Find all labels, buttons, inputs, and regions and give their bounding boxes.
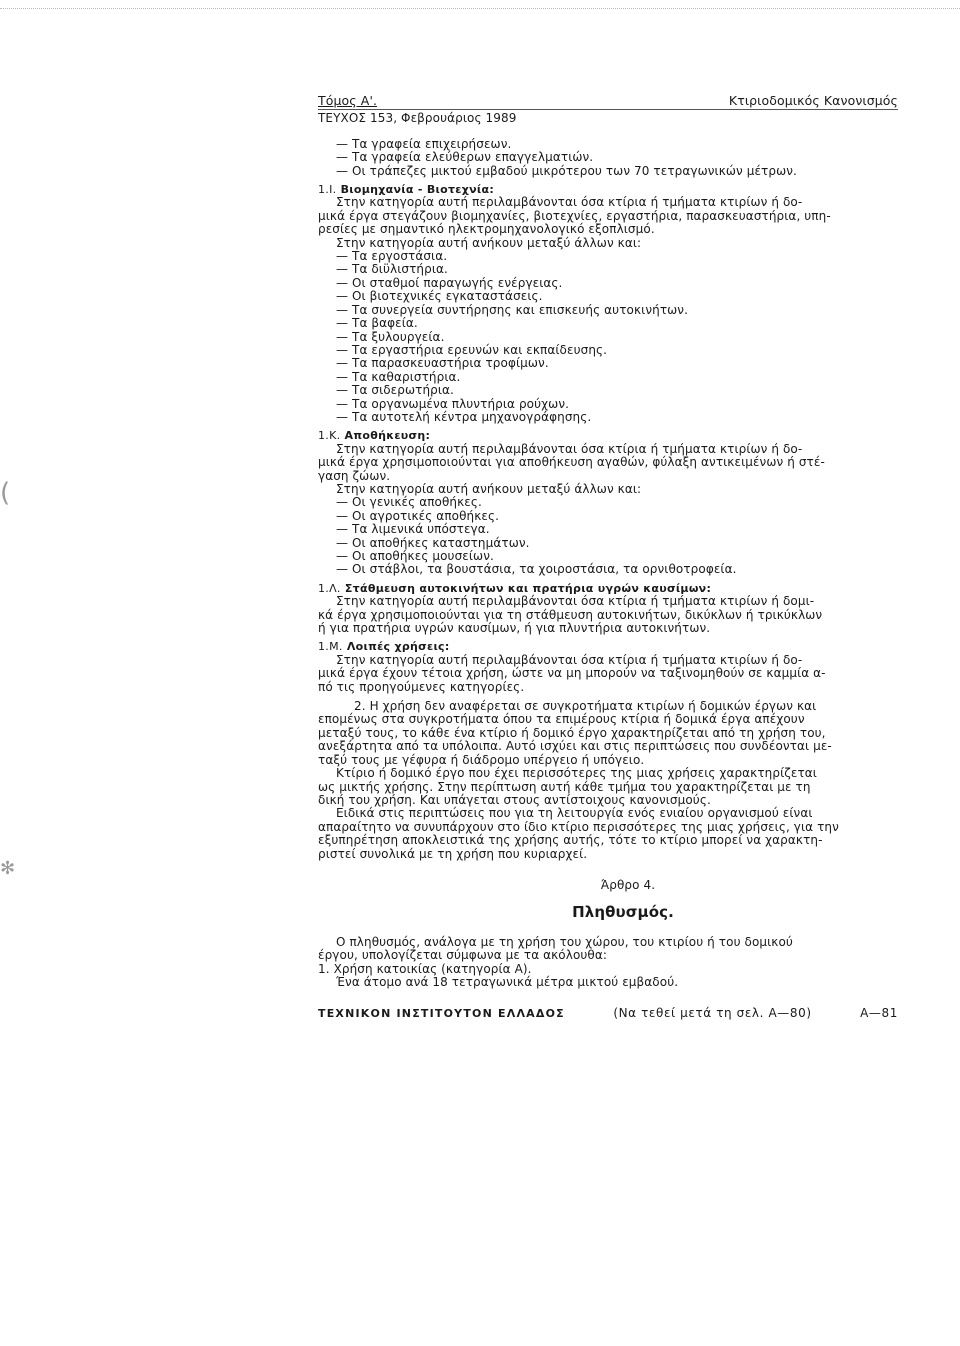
article-title: Πληθυσμός. — [572, 903, 674, 922]
footer-note: (Να τεθεί μετά τη σελ. Α—80) — [613, 1006, 812, 1021]
list-item: — Οι βιοτεχνικές εγκαταστάσεις. — [336, 289, 543, 304]
section-text: Στην κατηγορία αυτή περιλαμβάνονται όσα κτίρια ή τμήματα κτιρίων ή δο- μικά έργα χρησιμοποιούνται για αποθήκευση αγαθών, φύλαξη αντικειμένων ή στέ- γαση ζώων. Στην κατηγορία αυτή ανήκουν μεταξύ άλλων και: — [318, 441, 825, 496]
document-title: Κτιριοδομικός Κανονισμός — [728, 93, 898, 108]
paragraph-2: 2. Η χρήση δεν αναφέρεται σε συγκροτήματα κτιρίων ή δομικών έργων και επομένως στα συγκροτήματα όπου τα επιμέρους κτίρια ή δομικά έργα απέχουν μεταξύ τους, το κάθε ένα κτίριο ή δομικό έργο χαρακτηρίζεται από τη χρήση του, ανεξάρτητα από τα υπόλοιπα. Αυτό ισχύει και στις περιπτώσεις που συνδέονται με- ταξύ τους με γέφυρα ή διάδρομο υπέργειο ή υπόγειο. Κτίριο ή δομικό έργο που έχει περισσότερες της μιας χρήσεις χαρακτηρίζεται ως μικτής χρήσης. Στην περίπτωση αυτή κάθε τμήμα του χαρακτηρίζεται με τη δική του χρήση. Και υπάγεται στους αντίστοιχους κανονισμούς. Ειδικά στις περιπτώσεις που για τη λειτουργία ενός ενιαίου οργανισμού είναι απαραίτητο να συνυπάρχουν στο ίδιο κτίριο περισσότερες της μιας χρήσεις, για την εξυπηρέτηση αποκλειστικά της χρήσης αυτής, τότε το κτίριο μπορεί να χαρακτη- ριστεί συνολικά με τη χρήση που κυριαρχεί. — [318, 699, 839, 861]
list-item: — Οι τράπεζες μικτού εμβαδού μικρότερου των 70 τετραγωνικών μέτρων. — [336, 163, 797, 178]
list-item: — Τα αυτοτελή κέντρα μηχανογράφησης. — [336, 409, 592, 424]
intro-list — [318, 138, 898, 178]
list-item: — Τα οργανωμένα πλυντήρια ρούχων. — [336, 396, 570, 411]
list-item: — Τα εργοστάσια. — [336, 249, 448, 264]
running-header — [318, 94, 898, 107]
page-number: Α—81 — [860, 1006, 898, 1021]
scan-edge — [0, 0, 960, 9]
list-item: — Τα γραφεία επιχειρήσεων. — [336, 136, 512, 151]
list-item: — Τα γραφεία ελεύθερων επαγγελματιών. — [336, 150, 594, 165]
storage-list — [318, 496, 898, 576]
header-rule — [318, 109, 898, 110]
list-item: — Τα παρασκευαστήρια τροφίμων. — [336, 356, 549, 371]
list-item: — Τα διϋλιστήρια. — [336, 262, 448, 277]
list-item: — Οι στάβλοι, τα βουστάσια, τα χοιροστάσια, τα ορνιθοτροφεία. — [336, 562, 737, 577]
list-item: — Οι αγροτικές αποθήκες. — [336, 508, 500, 523]
section-text: Στην κατηγορία αυτή περιλαμβάνονται όσα κτίρια ή τμήματα κτιρίων ή δομι- κά έργα χρησιμοποιούνται για τη στάθμευση αυτοκινήτων, δικύκλων ή τρικύκλων ή για πρατήρια υγρών καυσίμων, ή για πλυντήρια αυτοκινήτων. — [318, 594, 823, 636]
section-heading: 1.Κ. Αποθήκευση: — [318, 429, 431, 443]
issue-label: ΤΕΥΧΟΣ 153, Φεβρουάριος 1989 — [318, 111, 517, 126]
list-item: — Τα λιμενικά υπόστεγα. — [336, 522, 490, 537]
list-item: — Τα σιδερωτήρια. — [336, 383, 454, 398]
punch-hole-mark: ✻ — [0, 858, 16, 879]
punch-hole-mark: ( — [0, 478, 11, 508]
paragraph-population: Ο πληθυσμός, ανάλογα με τη χρήση του χώρου, του κτιρίου ή του δομικού έργου, υπολογίζεται σύμφωνα με τα ακόλουθα: 1. Χρήση κατοικίας (κατηγορία Α). Ένα άτομο ανά 18 τετραγωνικά μέτρα μικτού εμβαδού. — [318, 934, 793, 989]
section-heading: 1.Μ. Λοιπές χρήσεις: — [318, 640, 450, 654]
footer-institute: ΤΕΧΝΙΚΟΝ ΙΝΣΤΙΤΟΥΤΟΝ ΕΛΛΑΔΟΣ — [318, 1007, 565, 1021]
list-item: — Τα βαφεία. — [336, 316, 418, 331]
industry-list — [318, 250, 898, 424]
list-item: — Οι σταθμοί παραγωγής ενέργειας. — [336, 275, 563, 290]
list-item: — Τα καθαριστήρια. — [336, 369, 461, 384]
list-item: — Οι γενικές αποθήκες. — [336, 495, 482, 510]
section-heading: 1.Λ. Στάθμευση αυτοκινήτων και πρατήρια υγρών καυσίμων: — [318, 581, 712, 595]
list-item: — Τα ξυλουργεία. — [336, 329, 445, 344]
list-item: — Τα εργαστήρια ερευνών και εκπαίδευσης. — [336, 342, 608, 357]
section-text: Στην κατηγορία αυτή περιλαμβάνονται όσα κτίρια ή τμήματα κτιρίων ή δο- μικά έργα έχουν τέτοια χρήση, ώστε να μη μπορούν να ταξινομηθούν σε καμμία α- πό τις προηγούμενες κατηγορίες. — [318, 652, 826, 694]
section-heading: 1.Ι. Βιομηχανία - Βιοτεχνία: — [318, 183, 495, 197]
list-item: — Τα συνεργεία συντήρησης και επισκευής αυτοκινήτων. — [336, 302, 689, 317]
article-number: Άρθρο 4. — [600, 877, 656, 892]
list-item: — Οι αποθήκες μουσείων. — [336, 549, 494, 563]
section-text: Στην κατηγορία αυτή περιλαμβάνονται όσα κτίρια ή τμήματα κτιρίων ή δο- μικά έργα στεγάζουν βιομηχανίες, βιοτεχνίες, εργαστήρια, παρασκευαστήρια, υπη- ρεσίες με σημαντικό ηλεκτρομηχανολογικό εξοπλισμό. Στην κατηγορία αυτή ανήκουν μεταξύ άλλων και: — [318, 195, 831, 250]
page-footer — [318, 1007, 898, 1020]
document-page — [318, 94, 898, 1021]
volume-label: Τόμος Α'. — [318, 93, 378, 108]
list-item: — Οι αποθήκες καταστημάτων. — [336, 535, 530, 550]
